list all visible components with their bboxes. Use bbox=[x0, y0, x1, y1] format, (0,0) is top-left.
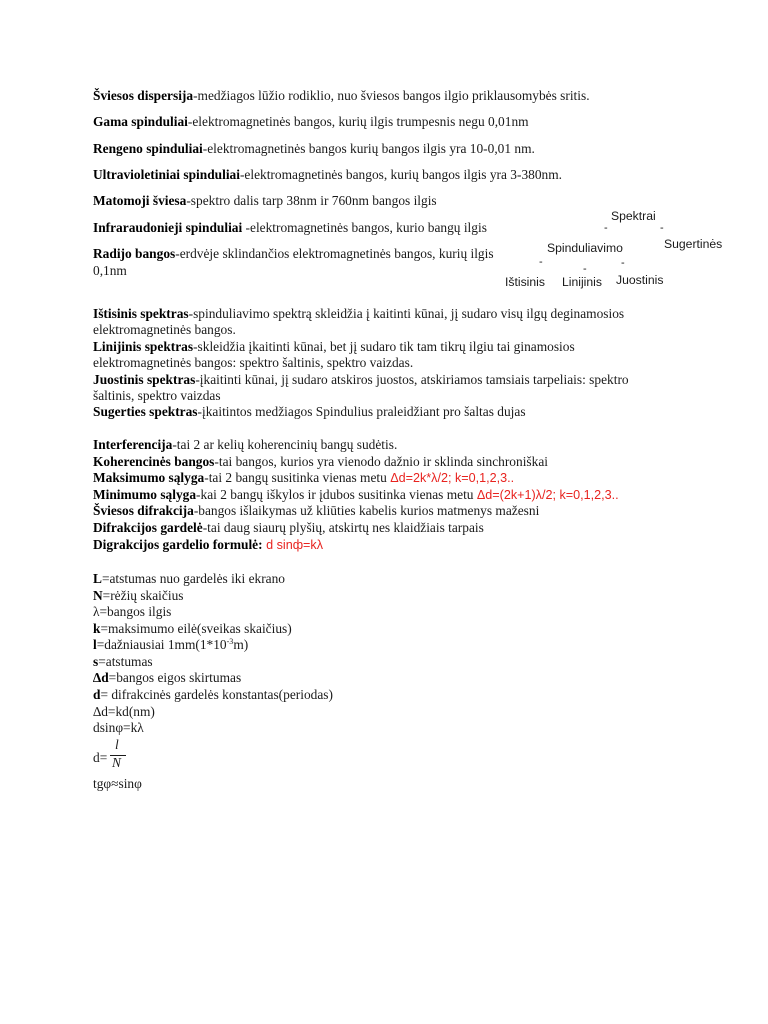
diagram-dash: - bbox=[660, 222, 664, 234]
definition-text: -skleidžia įkaitinti kūnai, bet jį sudaro tik tam tikrų ilgiu tai ginamosios bbox=[193, 339, 575, 354]
exponent: -3 bbox=[226, 637, 234, 646]
diagram-continuous: Ištisinis bbox=[505, 275, 545, 289]
grating-definition bbox=[93, 520, 484, 536]
interference-definition bbox=[93, 437, 397, 453]
definition-text: -erdvėje sklindančios elektromagnetinės bangos, kurių ilgis bbox=[175, 246, 494, 261]
definition-text: -įkaitintos medžiagos Spindulius praleidžiant pro šaltas dujas bbox=[197, 404, 526, 419]
diagram-emission: Spinduliavimo bbox=[547, 241, 623, 255]
spectrum-band bbox=[93, 372, 629, 388]
variable-L bbox=[93, 571, 285, 587]
coherent-waves-definition bbox=[93, 454, 548, 470]
term: Matomoji šviesa bbox=[93, 193, 187, 208]
maximum-condition bbox=[93, 470, 514, 486]
term: Linijinis spektras bbox=[93, 339, 194, 354]
variable-text: =atstumas bbox=[98, 654, 153, 669]
term: Infraraudonieji spinduliai bbox=[93, 220, 243, 235]
minimum-formula: Δd=(2k+1)λ/2; k=0,1,2,3.. bbox=[476, 488, 619, 502]
term: Sugerties spektras bbox=[93, 404, 198, 419]
formula-d-fraction bbox=[93, 738, 173, 774]
definition-text: -tai 2 bangų susitinka vienas metu bbox=[204, 470, 391, 485]
formula-delta-d: ∆d=kd(nm) bbox=[93, 704, 155, 719]
definition-text: -bangos išlaikymas už kliūties kabelis kurios matmenys mažesni bbox=[193, 503, 540, 518]
diffraction-definition bbox=[93, 503, 539, 519]
term: Digrakcijos gardelio formulė: bbox=[93, 537, 263, 552]
definition-dispersion bbox=[93, 88, 590, 104]
definition-text: -elektromagnetinės bangos, kurių ilgis trumpesnis negu 0,01nm bbox=[187, 114, 529, 129]
grating-formula: d sinф=kλ bbox=[262, 538, 324, 552]
fraction-denominator: N bbox=[112, 755, 121, 770]
spectrum-absorption bbox=[93, 404, 526, 420]
diagram-root-spectrai: Spektrai bbox=[611, 209, 656, 223]
spectrum-line bbox=[93, 339, 575, 355]
definition-text: -tai daug siaurų plyšių, atskirtų nes klaidžiais tarpais bbox=[202, 520, 484, 535]
variable-l bbox=[93, 637, 248, 653]
term: Ištisinis spektras bbox=[93, 306, 189, 321]
variable-lambda bbox=[93, 604, 171, 620]
variable-text: =bangos eigos skirtumas bbox=[108, 670, 242, 685]
term: Rengeno spinduliai bbox=[93, 141, 203, 156]
symbol: ∆d bbox=[93, 670, 109, 685]
term: Radijo bangos bbox=[93, 246, 176, 261]
term: Gama spinduliai bbox=[93, 114, 188, 129]
variable-text: =dažniausiai 1mm(1*10 bbox=[96, 637, 227, 652]
diagram-band: Juostinis bbox=[616, 273, 664, 287]
diagram-dash: - bbox=[621, 257, 625, 269]
diagram-dash: - bbox=[539, 256, 543, 268]
symbol: l bbox=[93, 637, 97, 652]
spectrum-band-cont: šaltinis, spektro vaizdas bbox=[93, 388, 221, 403]
diagram-line: Linijinis bbox=[562, 275, 602, 289]
fraction-lhs: d= bbox=[93, 750, 108, 765]
variable-text: λ=bangos ilgis bbox=[93, 604, 172, 619]
definition-text: -spinduliavimo spektrą skleidžia į kaitinti kūnai, jį sudaro visų ilgų deginamosios bbox=[188, 306, 625, 321]
variable-text: =maksimumo eilė(sveikas skaičius) bbox=[100, 621, 292, 636]
variable-delta-d bbox=[93, 670, 241, 686]
spectrum-line-cont: elektromagnetinės bangos: spektro šaltinis, spektro vaizdas. bbox=[93, 355, 414, 370]
definition-text: -spektro dalis tarp 38nm ir 760nm bangos ilgis bbox=[186, 193, 437, 208]
definition-text: -elektromagnetinės bangos kurių bangos ilgis yra 10-0,01 nm. bbox=[202, 141, 535, 156]
formula-tg-sin: tgφ≈sinφ bbox=[93, 776, 142, 791]
term: Ultravioletiniai spinduliai bbox=[93, 167, 240, 182]
term: Koherencinės bangos bbox=[93, 454, 215, 469]
definition-text: -įkaitinti kūnai, jį sudaro atskiros juostos, atskiriamos tamsiais tarpeliais: spektro bbox=[195, 372, 629, 387]
term: Difrakcijos gardelė bbox=[93, 520, 203, 535]
term: Šviesos dispersija bbox=[93, 88, 194, 103]
definition-gamma-rays bbox=[93, 114, 529, 130]
diagram-dash: - bbox=[604, 222, 608, 234]
variable-text: =rėžių skaičius bbox=[102, 588, 184, 603]
variable-k bbox=[93, 621, 292, 637]
formula-dsin: dsinφ=kλ bbox=[93, 720, 144, 735]
spectrum-continuous-cont: elektromagnetinės bangos. bbox=[93, 322, 236, 337]
symbol: d bbox=[93, 687, 101, 702]
definition-text: -elektromagnetinės bangos, kurio bangų ilgis bbox=[242, 220, 487, 235]
definition-visible-light bbox=[93, 193, 437, 209]
term: Interferencija bbox=[93, 437, 173, 452]
diagram-absorption: Sugertinės bbox=[664, 237, 723, 251]
term: Maksimumo sąlyga bbox=[93, 470, 205, 485]
symbol: L bbox=[93, 571, 102, 586]
definition-text: -tai bangos, kurios yra vienodo dažnio ir sklinda sinchroniškai bbox=[214, 454, 548, 469]
definition-x-rays bbox=[93, 141, 535, 157]
variable-s bbox=[93, 654, 153, 670]
maximum-formula: Δd=2k*λ/2; k=0,1,2,3.. bbox=[390, 471, 515, 485]
symbol: k bbox=[93, 621, 101, 636]
variable-text: = difrakcinės gardelės konstantas(periodas) bbox=[100, 687, 333, 702]
variable-text: =atstumas nuo gardelės iki ekrano bbox=[101, 571, 286, 586]
symbol: s bbox=[93, 654, 99, 669]
definition-text: -elektromagnetinės bangos, kurių bangos ilgis yra 3-380nm. bbox=[239, 167, 563, 182]
spectrum-continuous bbox=[93, 306, 624, 322]
definition-ultraviolet bbox=[93, 167, 562, 183]
term: Juostinis spektras bbox=[93, 372, 196, 387]
definition-text: -tai 2 ar kelių koherencinių bangų sudėtis. bbox=[172, 437, 398, 452]
fraction-numerator: l bbox=[115, 737, 119, 752]
symbol: N bbox=[93, 588, 103, 603]
definition-text: -kai 2 bangų iškylos ir įdubos susitinka vienas metu bbox=[196, 487, 477, 502]
definition-radio-waves-cont: 0,1nm bbox=[93, 263, 127, 278]
definition-radio-waves bbox=[93, 246, 494, 262]
minimum-condition bbox=[93, 487, 619, 503]
variable-d bbox=[93, 687, 333, 703]
variable-text-end: m) bbox=[233, 637, 249, 652]
definition-infrared bbox=[93, 220, 487, 236]
variable-N bbox=[93, 588, 183, 604]
grating-formula-line bbox=[93, 537, 323, 553]
diagram-dash: - bbox=[583, 263, 587, 275]
term: Minimumo sąlyga bbox=[93, 487, 197, 502]
definition-text: -medžiagos lūžio rodiklio, nuo šviesos bangos ilgio priklausomybės sritis. bbox=[193, 88, 590, 103]
term: Šviesos difrakcija bbox=[93, 503, 194, 518]
